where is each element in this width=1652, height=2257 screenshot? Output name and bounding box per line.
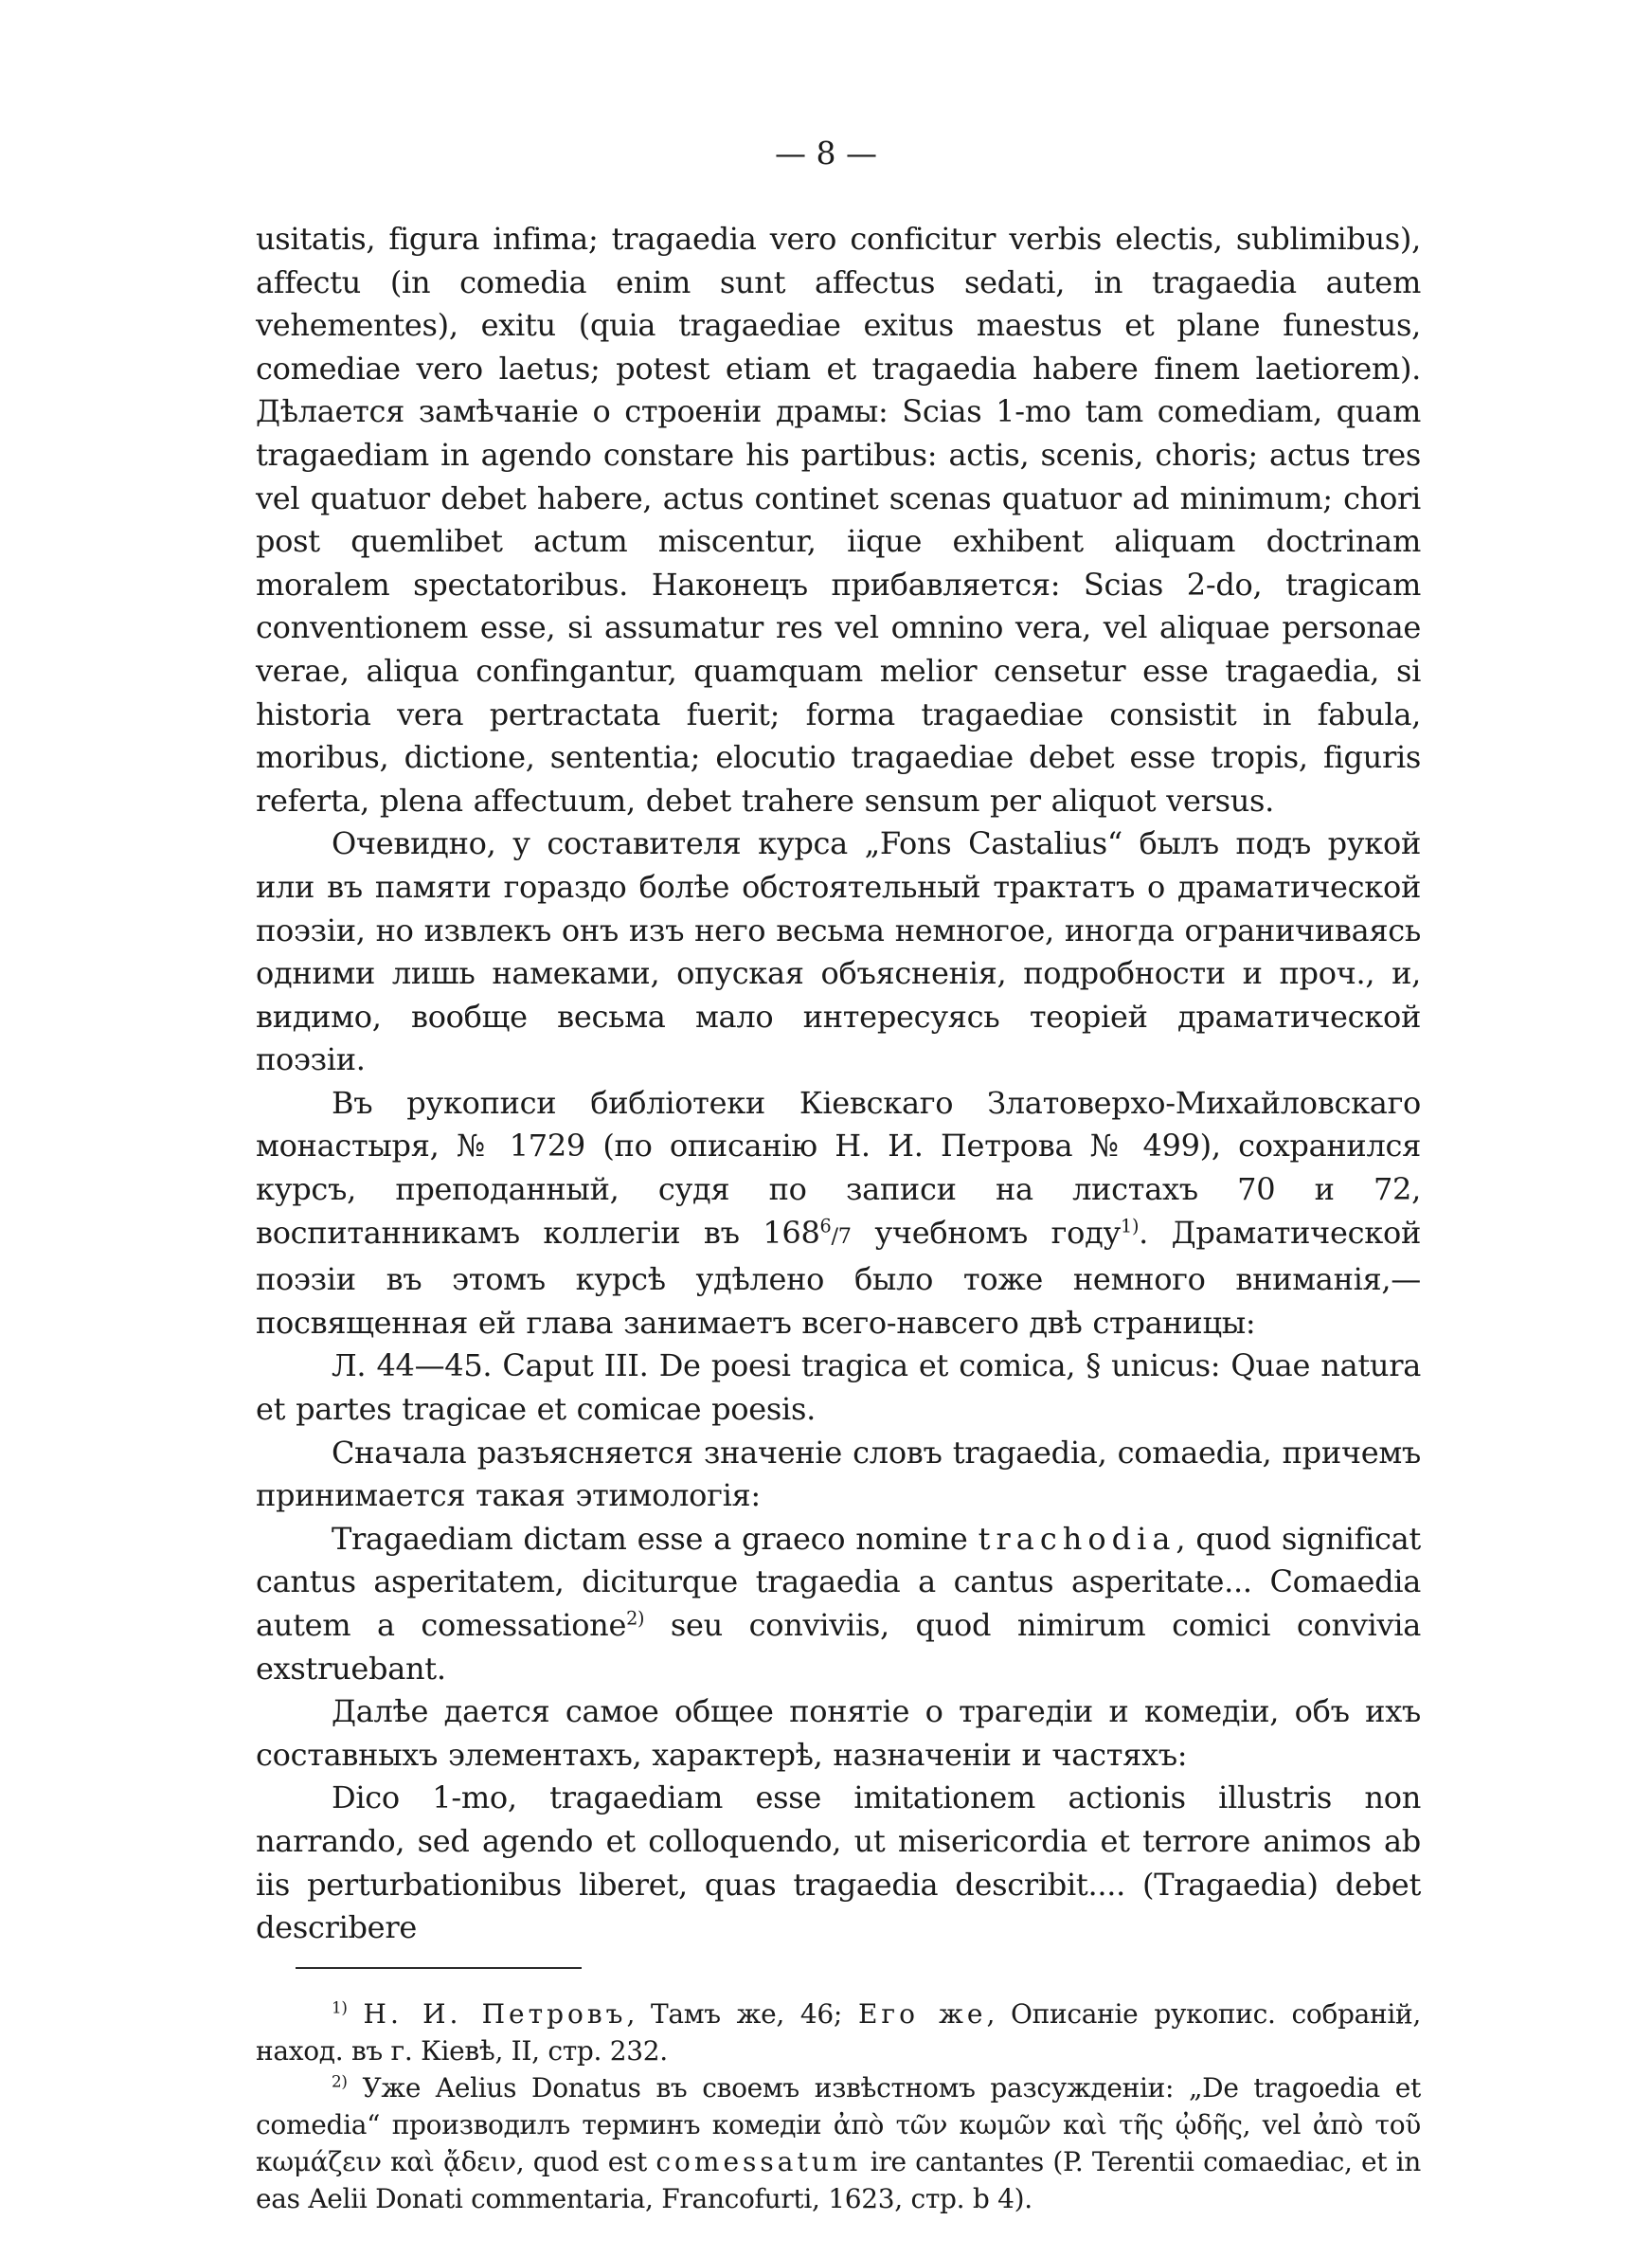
text-segment: Tragaediam dictam esse a graeco nomine	[332, 1520, 979, 1557]
text-segment: , Тамъ же, 46;	[626, 1998, 858, 2030]
text-segment: seu conviviis, quod nimirum comici convivia exstruebant.	[256, 1607, 1421, 1687]
spaced-term: trachodia	[978, 1520, 1176, 1557]
footnote-ref-1: 1)	[1121, 1215, 1140, 1237]
footnotes	[256, 1995, 1421, 2217]
paragraph-general-concept: Далѣе дается самое общее понятіе о трагедіи и комедіи, объ ихъ составныхъ элементахъ, характерѣ, назначеніи и частяхъ:	[256, 1693, 1421, 1773]
fraction-denominator: /7	[831, 1223, 852, 1249]
text-segment: Въ рукописи библіотеки Кіевскаго Златоверхо-Михайловскаго монастыря, № 1729 (по описанію Н. И. Петрова № 499), сохранился курсъ, преподанный, судя по записи на листахъ 70 и 72, воспитанникамъ коллегіи въ 168	[256, 1084, 1421, 1251]
main-text-body	[256, 218, 1421, 1950]
text-segment: , Описаніе рукопис. собраній, наход. въ г. Кіевѣ, II, стр. 232.	[256, 1998, 1421, 2067]
page-number: — 8 —	[775, 135, 877, 172]
paragraph-etymology-quote	[256, 1518, 1421, 1690]
paragraph-manuscript-course	[256, 1082, 1421, 1345]
text-segment: . Драматической поэзіи въ этомъ курсѣ удѣлено было тоже немного вниманія,—посвященная ей глава занимаетъ всего-навсего двѣ страницы:	[256, 1214, 1421, 1341]
paragraph-caput-heading: Л. 44—45. Caput III. De poesi tragica et comica, § unicus: Quae natura et partes tragicae et comicae poesis.	[256, 1347, 1421, 1428]
footnote-marker: 1)	[332, 1997, 348, 2017]
text-segment: учебномъ году	[851, 1214, 1122, 1251]
text-segment: ire cantantes (P. Terentii comaediac, et in eas Aelii Donati commentaria, Francofurti, 1623, стр. b 4).	[256, 2146, 1421, 2214]
paragraph-dico-quote: Dico 1-mo, tragaediam esse imitationem actionis illustris non narrando, sed agendo et colloquendo, ut misericordia et terrore animos ab iis perturbationibus liberet, quas tragaedia describit.... (Tragaedia) debet describere	[256, 1779, 1421, 1946]
footnote-ref-2: 2)	[626, 1607, 645, 1630]
paragraph-etymology-intro: Сначала разъясняется значеніе словъ tragaedia, comaedia, причемъ принимается такая этимологія:	[256, 1434, 1421, 1514]
footnote-divider	[296, 1967, 582, 1969]
fraction-numerator: 6	[819, 1215, 832, 1237]
footnote-2	[256, 2069, 1421, 2217]
footnote-1	[256, 1995, 1421, 2069]
footnote-ego: Его же	[857, 1998, 987, 2030]
paragraph-latin-continuation: usitatis, figura infima; tragaedia vero conficitur verbis electis, sublimibus), affectu (in comedia enim sunt affectus sedati, in tragaedia autem vehementes), exitu (quia tragaediae exitus maestus et plane funestus, comediae vero laetus; potest etiam et tragaedia habere finem laetiorem). Дѣлается замѣчаніе о строеніи драмы: Scias 1-mo tam comediam, quam tragaediam in agendo constare his partibus: actis, scenis, choris; actus tres vel quatuor debet habere, actus continet scenas quatuor ad minimum; chori post quemlibet actum miscentur, iique exhibent aliquam doctrinam moralem spectatoribus. Наконецъ прибавляется: Scias 2-do, tragicam conventionem esse, si assumatur res vel omnino vera, vel aliquae personae verae, aliqua confingantur, quamquam melior censetur esse tragaedia, si historia vera pertractata fuerit; forma tragaediae consistit in fabula, moribus, dictione, sententia; elocutio tragaediae debet esse tropis, figuris referta, plena affectuum, debet trahere sensum per aliquot versus.	[256, 221, 1421, 819]
text-segment: , quod significat cantus asperitatem, diciturque tragaedia a cantus asperitate... Comaedia autem a comessatione	[256, 1520, 1421, 1643]
footnote-marker: 2)	[332, 2071, 348, 2091]
paragraph-fons-castalius: Очевидно, у составителя курса „Fons Castalius“ былъ подъ рукой или въ памяти гораздо болѣе обстоятельный трактатъ о драматической поэзіи, но извлекъ онъ изъ него весьма немногое, иногда ограничиваясь одними лишь намеками, опуская объясненія, подробности и проч., и, видимо, вообще весьма мало интересуясь теоріей драматической поэзіи.	[256, 825, 1421, 1078]
spaced-term: comessatum	[655, 2146, 862, 2177]
footnote-author: Н. И. Петровъ	[363, 1998, 627, 2030]
text-segment: Уже Aelius Donatus въ своемъ извѣстномъ разсужденіи: „De tragoedia et comedia“ производилъ терминъ комедіи ἀπὸ τῶν κωμῶν καὶ τῆς ᾠδῆς, vel ἀπὸ τοῦ κωμάζειν καὶ ᾄδειν, quod est	[256, 2072, 1421, 2177]
